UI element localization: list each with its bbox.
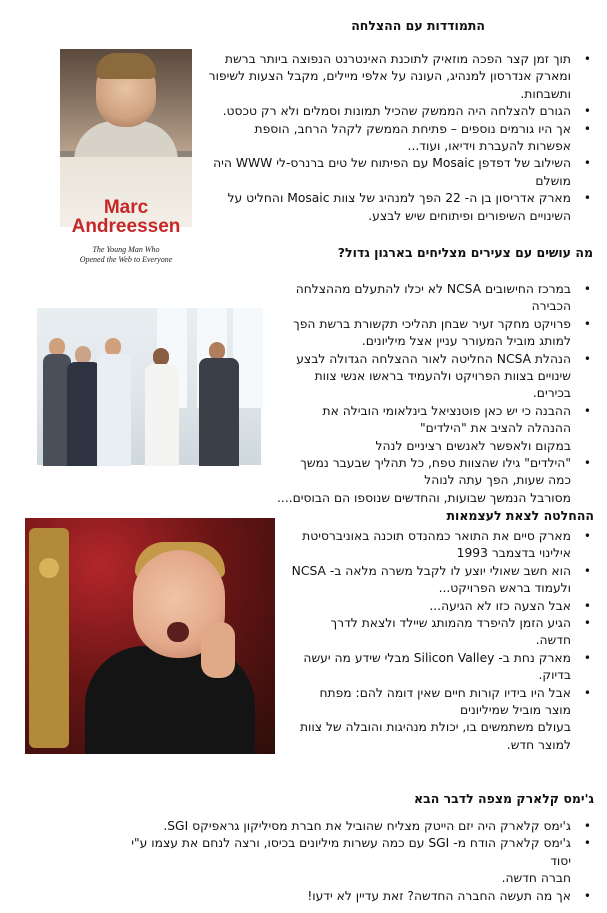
list-item: • אך היו גורמים נוספים – פתיחת הממשק לקהל הרחב, הוספת אפשרות להעברת וידיאו, ועוד... xyxy=(208,121,593,156)
list-item: • אך מה תעשה החברה החדשה? זאת עדיין לא ידעו! xyxy=(123,888,593,905)
section-young-successful-bullets xyxy=(253,281,593,507)
list-item: • "הילדים" גילו שהצוות טפח, כל תהליך שבעבר נמשך כמה שעות, הפך עתה לנוהל מסורבל הנמשך שבועות, והחדשים שנוספו הם הבוסים.... xyxy=(253,455,593,507)
list-item: • הגורם להצלחה היה הממשק שהכיל תמונות וסמלים ולא רק טכסט. xyxy=(208,103,593,120)
business-meeting-image xyxy=(37,308,261,465)
list-item: • מארק סיים את התואר כמהנדס תוכנה באוניברסיטת אילינוי בדצמבר 1993 xyxy=(273,528,593,563)
list-item: • השילוב של דפדפן Mosaic עם הפיתוח של טים ברנרס-לי WWW היה מושלם xyxy=(208,155,593,190)
list-item: • הנהלת NCSA החליטה לאור ההצלחה הגדולה לבצע שינויים בצוות הפרויקט ולהעמיד בראשו אנשי צוות בכירים. xyxy=(253,351,593,403)
section-independence-bullets xyxy=(273,528,593,754)
section-title-independence: ההחלטה לצאת לעצמאות xyxy=(446,508,594,523)
book-cover-subtitle-line1: The Young Man Who xyxy=(92,245,160,254)
book-cover-image xyxy=(60,49,192,264)
list-item: • תוך זמן קצר הפכה מוזאיק לתוכנת האינטרנט הנפוצה ביותר ברשת ומארק אנדרסון למנהיג, העונה על אלפי מיילים, מקבל הצעות לשיפור ותשבחות. xyxy=(208,51,593,103)
marc-throne-image xyxy=(25,518,275,754)
list-item: • ג'ימס קלארק היה יזם הייטק מצליח שהוביל את חברת מסיליקון גראפיקס SGI. xyxy=(123,818,593,835)
book-cover-subtitle-line2: Opened the Web to Everyone xyxy=(79,255,173,264)
section-success-bullets xyxy=(208,51,593,225)
list-item: • במרכז החישובים NCSA לא יכלו להתעלם מההצלחה הכבירה xyxy=(253,281,593,316)
section-james-clark-bullets xyxy=(123,818,593,905)
list-item: • אבל הצעה כזו לא הגיעה... xyxy=(273,598,593,615)
section-title-success: התמודדות עם ההצלחה xyxy=(351,18,485,33)
list-item: • מארק נחת ב- Silicon Valley מבלי שידע מה יעשה בדיוק. xyxy=(273,650,593,685)
section-title-james-clark: ג'ימס קלארק מצפה לדבר הבא xyxy=(413,791,594,806)
list-item: • אבל היו בידיו קורות חיים שאין דומה להם: מפתח מוצר מוביל שמיליונים בעולם משתמשים בו, יכולת מנהיגות והובלה של צוות למוצר חדש. xyxy=(273,685,593,755)
list-item: • הגיע הזמן להיפרד מהמותג שיילד ולצאת לדרך חדשה. xyxy=(273,615,593,650)
section-title-young-successful: מה עושים עם צעירים מצליחים בארגון גדול? xyxy=(337,245,593,260)
book-cover-name-line1: Marc xyxy=(103,197,149,218)
list-item: • הוא חשב שאולי יוצע לו לקבל משרה מלאה ב- NCSA ולעמוד בראש הפרויקט... xyxy=(273,563,593,598)
list-item: • ג'ימס קלארק הודח מ- SGI עם כמה עשרות מיליונים בכיסו, ורצה לנחם את עצמו ע"י יסוד חברה חדשה. xyxy=(123,835,593,887)
book-cover-name-line2: Andreessen xyxy=(71,216,181,237)
list-item: • ההבנה כי יש כאן פוטנציאל בינלאומי הובילה את ההנהלה להציב את "הילדים" במקום ולאפשר לאנשים רציניים לנהל xyxy=(253,403,593,455)
list-item: • פרויקט מחקר זעיר שבחן תהליכי תקשורת ברשת הפך למותג מוביל המעורר עניין אצל מיליונים. xyxy=(253,316,593,351)
list-item: • מארק אדריסון בן ה- 22 הפך למנהיג של צוות Mosaic והחליט על השינויים השיפורים ופיתוחים שיש לבצע. xyxy=(208,190,593,225)
